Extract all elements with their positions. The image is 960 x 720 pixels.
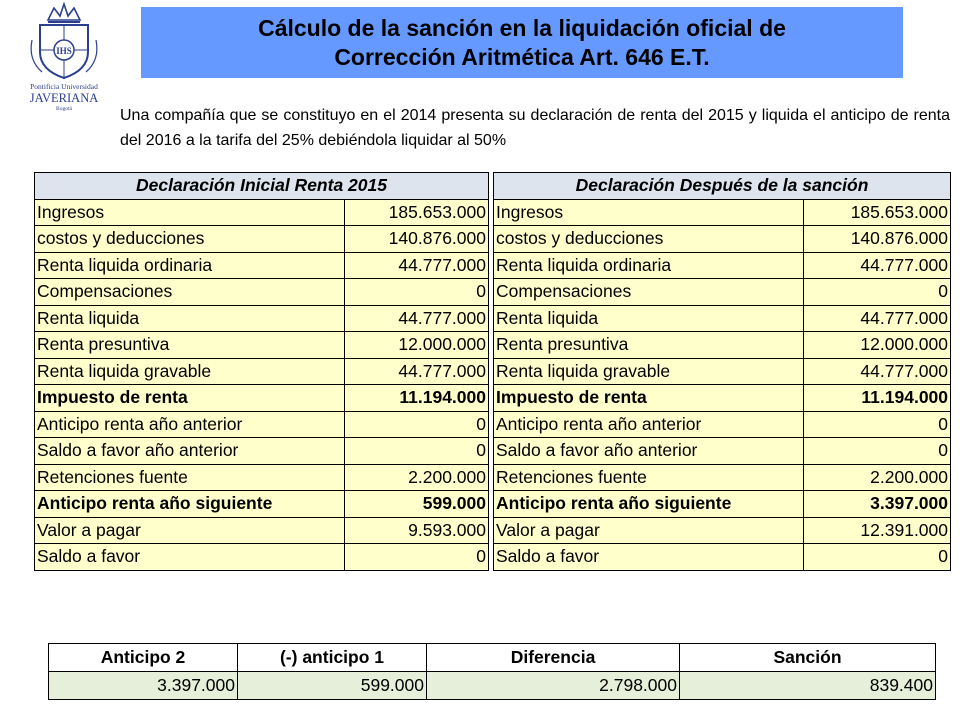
- row-label: Saldo a favor año anterior: [35, 438, 345, 465]
- table-row: [35, 517, 489, 544]
- table-row: [494, 464, 951, 491]
- row-value: 44.777.000: [345, 358, 489, 385]
- value-sancion: 839.400: [680, 672, 936, 700]
- row-label: Anticipo renta año anterior: [494, 411, 804, 438]
- table-row: [494, 517, 951, 544]
- row-value: 0: [804, 438, 951, 465]
- row-label: Compensaciones: [494, 279, 804, 306]
- table-row: [35, 252, 489, 279]
- table-row: [35, 491, 489, 518]
- title-banner: [141, 7, 903, 78]
- table-row: [494, 226, 951, 253]
- row-value: 0: [804, 544, 951, 571]
- row-label: Retenciones fuente: [494, 464, 804, 491]
- row-value: 0: [804, 279, 951, 306]
- row-value: 11.194.000: [345, 385, 489, 412]
- row-label: Saldo a favor: [35, 544, 345, 571]
- table-row: [494, 491, 951, 518]
- table-row: [494, 544, 951, 571]
- table-row: [494, 199, 951, 226]
- row-label: Impuesto de renta: [494, 385, 804, 412]
- row-label: Retenciones fuente: [35, 464, 345, 491]
- row-value: 0: [345, 411, 489, 438]
- table-row: [494, 279, 951, 306]
- row-label: Valor a pagar: [494, 517, 804, 544]
- table-row: [35, 411, 489, 438]
- table-row: [494, 305, 951, 332]
- row-value: 185.653.000: [804, 199, 951, 226]
- header-diferencia: Diferencia: [427, 644, 680, 672]
- header-sancion: Sanción: [680, 644, 936, 672]
- row-label: Ingresos: [494, 199, 804, 226]
- header-anticipo-2: Anticipo 2: [49, 644, 238, 672]
- row-label: costos y deducciones: [35, 226, 345, 253]
- row-value: 9.593.000: [345, 517, 489, 544]
- row-label: Compensaciones: [35, 279, 345, 306]
- row-value: 44.777.000: [804, 305, 951, 332]
- row-label: Renta presuntiva: [35, 332, 345, 359]
- row-label: Anticipo renta año siguiente: [35, 491, 345, 518]
- table-row: [35, 358, 489, 385]
- row-label: Ingresos: [35, 199, 345, 226]
- table-row: [494, 438, 951, 465]
- value-diferencia: 2.798.000: [427, 672, 680, 700]
- row-label: Saldo a favor: [494, 544, 804, 571]
- table-row: [49, 672, 936, 700]
- table-header: Declaración Después de la sanción: [494, 173, 951, 200]
- table-row: [35, 544, 489, 571]
- table-row: [35, 464, 489, 491]
- row-value: 2.200.000: [804, 464, 951, 491]
- row-value: 44.777.000: [345, 305, 489, 332]
- table-row: [494, 411, 951, 438]
- row-value: 0: [345, 279, 489, 306]
- row-value: 12.000.000: [804, 332, 951, 359]
- table-row: [494, 358, 951, 385]
- row-value: 44.777.000: [804, 252, 951, 279]
- row-label: Renta liquida gravable: [494, 358, 804, 385]
- table-row: [494, 252, 951, 279]
- row-value: 12.000.000: [345, 332, 489, 359]
- row-label: Renta liquida gravable: [35, 358, 345, 385]
- after-sanction-table: [493, 172, 951, 571]
- table-row: [35, 305, 489, 332]
- row-label: Renta liquida: [494, 305, 804, 332]
- table-row: [494, 332, 951, 359]
- row-label: Renta liquida ordinaria: [35, 252, 345, 279]
- table-row: [35, 438, 489, 465]
- row-label: Saldo a favor año anterior: [494, 438, 804, 465]
- row-label: costos y deducciones: [494, 226, 804, 253]
- table-row: [35, 385, 489, 412]
- row-label: Renta presuntiva: [494, 332, 804, 359]
- title-line-2: Corrección Aritmética Art. 646 E.T.: [334, 43, 710, 70]
- table-row: [35, 226, 489, 253]
- row-label: Renta liquida: [35, 305, 345, 332]
- javeriana-crest-icon: [8, 2, 120, 112]
- row-value: 599.000: [345, 491, 489, 518]
- row-value: 11.194.000: [804, 385, 951, 412]
- logo-line1: Pontificia Universidad: [30, 82, 98, 91]
- row-value: 185.653.000: [345, 199, 489, 226]
- logo-monogram: IHS: [56, 46, 72, 56]
- sanction-table: [48, 643, 936, 700]
- row-value: 140.876.000: [345, 226, 489, 253]
- row-value: 3.397.000: [804, 491, 951, 518]
- row-label: Anticipo renta año anterior: [35, 411, 345, 438]
- university-logo: [8, 2, 120, 112]
- row-value: 44.777.000: [804, 358, 951, 385]
- row-label: Renta liquida ordinaria: [494, 252, 804, 279]
- table-row: [494, 385, 951, 412]
- value-anticipo-2: 3.397.000: [49, 672, 238, 700]
- logo-line3: Bogotá: [56, 106, 72, 112]
- row-value: 0: [345, 544, 489, 571]
- table-row: [35, 332, 489, 359]
- row-value: 0: [345, 438, 489, 465]
- row-value: 12.391.000: [804, 517, 951, 544]
- row-label: Anticipo renta año siguiente: [494, 491, 804, 518]
- header-anticipo-1: (-) anticipo 1: [238, 644, 427, 672]
- table-row: [35, 199, 489, 226]
- row-value: 44.777.000: [345, 252, 489, 279]
- row-label: Valor a pagar: [35, 517, 345, 544]
- row-label: Impuesto de renta: [35, 385, 345, 412]
- intro-paragraph: Una compañía que se constituyo en el 2014 presenta su declaración de renta del 2015 y liquida el anticipo de renta del 2016 a la tarifa del 25% debiéndola liquidar al 50%: [120, 107, 950, 149]
- table-header: Declaración Inicial Renta 2015: [35, 173, 489, 200]
- table-row: [35, 279, 489, 306]
- row-value: 2.200.000: [345, 464, 489, 491]
- value-anticipo-1: 599.000: [238, 672, 427, 700]
- row-value: 0: [804, 411, 951, 438]
- row-value: 140.876.000: [804, 226, 951, 253]
- initial-declaration-table: [34, 172, 489, 571]
- logo-line2: JAVERIANA: [29, 91, 99, 105]
- title-line-1: Cálculo de la sanción en la liquidación oficial de: [258, 14, 786, 41]
